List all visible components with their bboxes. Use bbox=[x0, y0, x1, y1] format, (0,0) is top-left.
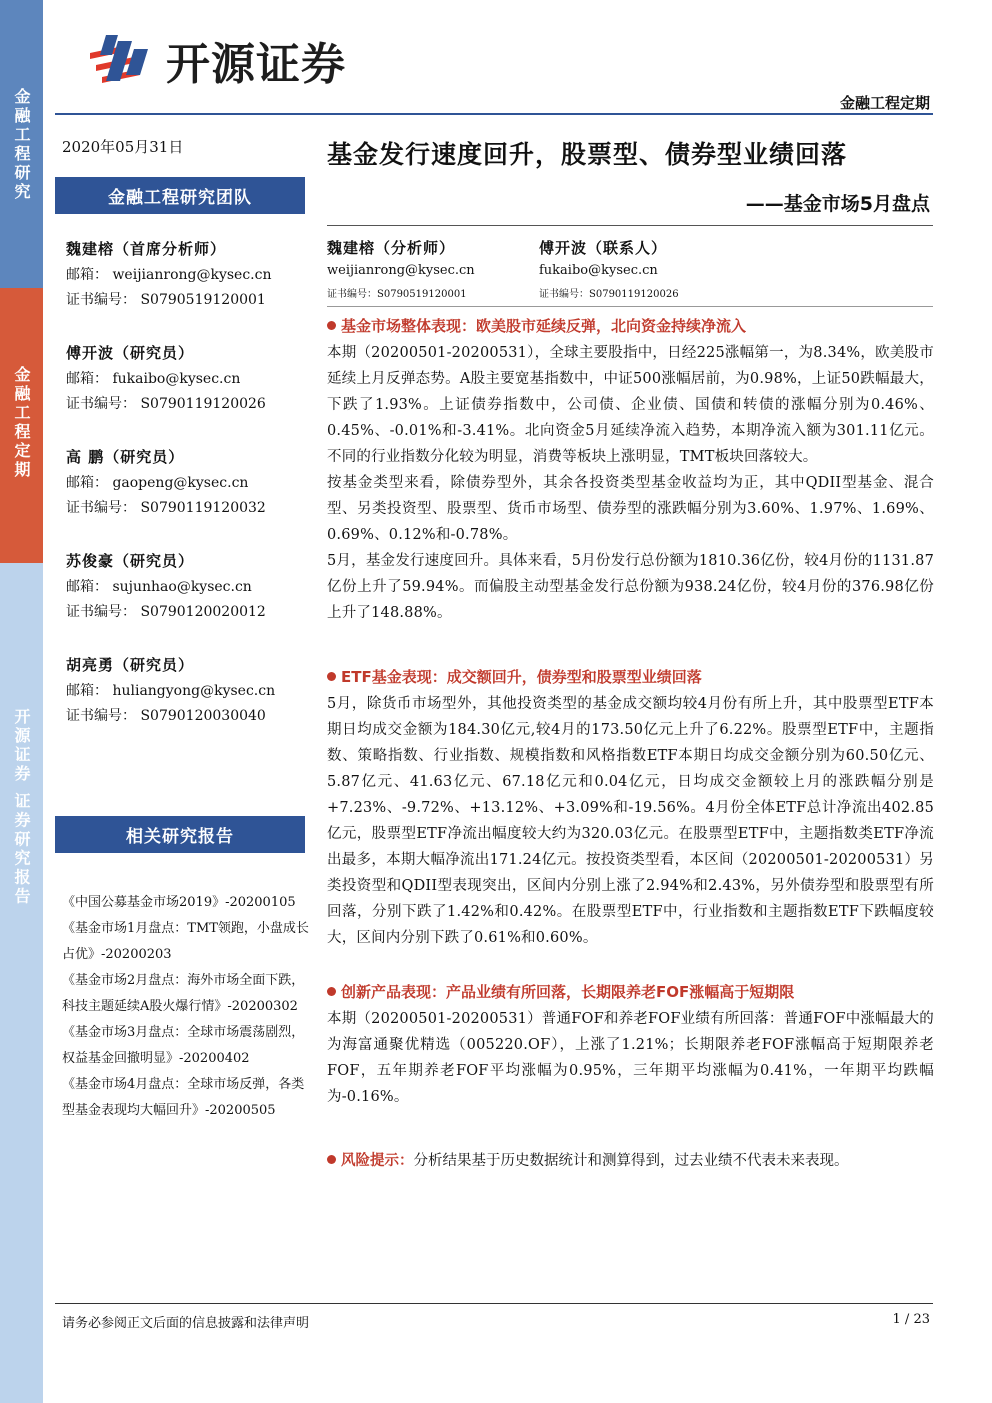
footer-divider bbox=[55, 1303, 933, 1304]
member-cert: 证书编号： S0790519120001 bbox=[66, 292, 266, 308]
risk-text: 分析结果基于历史数据统计和测算得到，过去业绩不代表未来表现。 bbox=[413, 1153, 849, 1169]
side-strip bbox=[0, 0, 43, 1403]
related-report-item[interactable]: 《基金市场2月盘点：海外市场全面下跌，科技主题延续A股火爆行情》-20200302 bbox=[62, 973, 305, 1014]
member-email[interactable]: 邮箱： weijianrong@kysec.cn bbox=[66, 267, 272, 283]
company-logo bbox=[88, 28, 346, 92]
red-bullet-icon bbox=[327, 672, 336, 681]
side-strip-research bbox=[0, 0, 43, 288]
side-label-periodic: 金融工程定期 bbox=[12, 366, 31, 480]
side-strip-brand bbox=[0, 563, 43, 1403]
member-cert: 证书编号： S0790120030040 bbox=[66, 708, 266, 724]
member-name: 魏建榕（首席分析师） bbox=[66, 240, 227, 258]
report-subtitle: ——基金市场5月盘点 bbox=[745, 193, 930, 215]
section-heading: 创新产品表现：产品业绩有所回落，长期限养老FOF涨幅高于短期限 bbox=[327, 979, 934, 1006]
report-date: 2020年05月31日 bbox=[62, 138, 184, 156]
member-name: 傅开波（研究员） bbox=[66, 344, 195, 362]
author-name: 傅开波（联系人） bbox=[539, 239, 668, 257]
team-member bbox=[66, 550, 316, 626]
member-email[interactable]: 邮箱： fukaibo@kysec.cn bbox=[66, 371, 241, 387]
authors-divider bbox=[327, 306, 933, 307]
member-name: 胡亮勇（研究员） bbox=[66, 656, 195, 674]
team-member bbox=[66, 446, 316, 522]
team-label: 金融工程研究团队 bbox=[55, 177, 305, 214]
header-divider bbox=[55, 113, 933, 115]
side-label-research: 金融工程研究 bbox=[12, 88, 31, 202]
logo-mark-icon bbox=[88, 31, 158, 89]
author-cert: 证书编号：S0790119120026 bbox=[539, 289, 679, 300]
section-heading: ETF基金表现：成交额回升，债券型和股票型业绩回落 bbox=[327, 664, 934, 691]
related-reports-label: 相关研究报告 bbox=[55, 816, 305, 853]
member-name: 苏俊豪（研究员） bbox=[66, 552, 195, 570]
author-card bbox=[539, 237, 679, 300]
side-strip-periodic bbox=[0, 288, 43, 563]
section-paragraph: 5月，基金发行速度回升。具体来看，5月份发行总份额为1810.36亿份，较4月份的1131.87亿份上升了59.94%。而偏股主动型基金发行总份额为938.24亿份，较4月份的376.98亿份上升了148.88%。 bbox=[327, 553, 934, 621]
member-name: 高 鹏（研究员） bbox=[66, 448, 185, 466]
member-email[interactable]: 邮箱： sujunhao@kysec.cn bbox=[66, 579, 252, 595]
main-content bbox=[327, 313, 934, 1174]
author-email[interactable]: fukaibo@kysec.cn bbox=[539, 263, 658, 278]
red-bullet-icon bbox=[327, 1155, 336, 1164]
team-member bbox=[66, 654, 316, 730]
related-report-item[interactable]: 《基金市场4月盘点：全球市场反弹，各类型基金表现均大幅回升》-20200505 bbox=[62, 1077, 305, 1118]
member-cert: 证书编号： S0790119120032 bbox=[66, 500, 266, 516]
member-email[interactable]: 邮箱： huliangyong@kysec.cn bbox=[66, 683, 276, 699]
team-member bbox=[66, 238, 316, 314]
authors-block bbox=[327, 237, 933, 307]
risk-label: 风险提示： bbox=[341, 1153, 414, 1169]
side-label-brand: 开源证券 证券研究报告 bbox=[12, 708, 31, 907]
red-bullet-icon bbox=[327, 987, 336, 996]
related-report-item[interactable]: 《基金市场1月盘点：TMT领跑，小盘成长占优》-20200203 bbox=[62, 921, 309, 962]
page-number: 1 / 23 bbox=[892, 1312, 930, 1327]
section-heading: 基金市场整体表现：欧美股市延续反弹，北向资金持续净流入 bbox=[327, 313, 934, 340]
title-divider bbox=[327, 225, 933, 226]
section-paragraph: 本期（20200501-20200531）普通FOF和养老FOF业绩有所回落：普通FOF中涨幅最大的为海富通聚优精选（005220.OF），上涨了1.21%；长期限养老FOF涨幅高于短期限养老FOF，五年期养老FOF平均涨幅为0.95%，三年期平均涨幅为0.41%，一年期平均跌幅为-0.16%。 bbox=[327, 1011, 934, 1105]
risk-warning bbox=[327, 1148, 934, 1174]
member-email[interactable]: 邮箱： gaopeng@kysec.cn bbox=[66, 475, 249, 491]
logo-text: 开源证券 bbox=[166, 39, 346, 90]
team-list bbox=[66, 238, 316, 758]
series-tag: 金融工程定期 bbox=[839, 94, 930, 112]
team-member bbox=[66, 342, 316, 418]
section-paragraph: 5月，除货币市场型外，其他投资类型的基金成交额均较4月份有所上升，其中股票型ETF本期日均成交金额为184.30亿元,较4月的173.50亿元上升了6.22%。股票型ETF中，主题指数、策略指数、行业指数、规模指数和风格指数ETF本期日均成交金额分别为60.50亿元、5.87亿元、41.63亿元、67.18亿元和0.04亿元，日均成交金额较上月的涨跌幅分别是+7.23%、-9.72%、+13.12%、+3.09%和-19.56%。4月份全体ETF总计净流出402.85亿元，股票型ETF净流出幅度较大约为320.03亿元。在股票型ETF中，主题指数类ETF净流出最多，本期大幅净流出171.24亿元。按投资类型看，本区间（20200501-20200531）另类投资型和QDII型表现突出，区间内分别上涨了2.94%和2.43%，另外债券型和股票型有所回落，分别下跌了1.42%和0.42%。在股票型ETF中，行业指数和主题指数ETF下跌幅度较大，区间内分别下跌了0.61%和0.60%。 bbox=[327, 696, 934, 946]
related-reports-list bbox=[62, 890, 314, 1124]
author-card bbox=[327, 237, 475, 300]
report-title: 基金发行速度回升，股票型、债券型业绩回落 bbox=[327, 140, 848, 169]
member-cert: 证书编号： S0790120020012 bbox=[66, 604, 266, 620]
section-paragraph: 本期（20200501-20200531），全球主要股指中，日经225涨幅第一，为8.34%，欧美股市延续上月反弹态势。A股主要宽基指数中，中证500涨幅居前，为0.98%，上证50跌幅最大，下跌了1.93%。上证债券指数中，公司债、企业债、国债和转债的涨幅分别为0.46%、0.45%、-0.01%和-3.41%。北向资金5月延续净流入趋势，本期净流入额为301.11亿元。不同的行业指数分化较为明显，消费等板块上涨明显，TMT板块回落较大。 bbox=[327, 345, 934, 465]
section-paragraph: 按基金类型来看，除债券型外，其余各投资类型基金收益均为正，其中QDII型基金、混合型、另类投资型、股票型、货币市场型、债券型的涨跌幅分别为3.60%、1.97%、1.69%、0.69%、0.12%和-0.78%。 bbox=[327, 475, 934, 543]
author-email[interactable]: weijianrong@kysec.cn bbox=[327, 263, 475, 278]
author-cert: 证书编号：S0790519120001 bbox=[327, 289, 467, 300]
related-report-item[interactable]: 《中国公募基金市场2019》-20200105 bbox=[62, 895, 296, 910]
member-cert: 证书编号： S0790119120026 bbox=[66, 396, 266, 412]
related-report-item[interactable]: 《基金市场3月盘点：全球市场震荡剧烈，权益基金回撤明显》-20200402 bbox=[62, 1025, 305, 1066]
author-name: 魏建榕（分析师） bbox=[327, 239, 456, 257]
footer-disclaimer: 请务必参阅正文后面的信息披露和法律声明 bbox=[62, 1316, 310, 1331]
red-bullet-icon bbox=[327, 321, 336, 330]
